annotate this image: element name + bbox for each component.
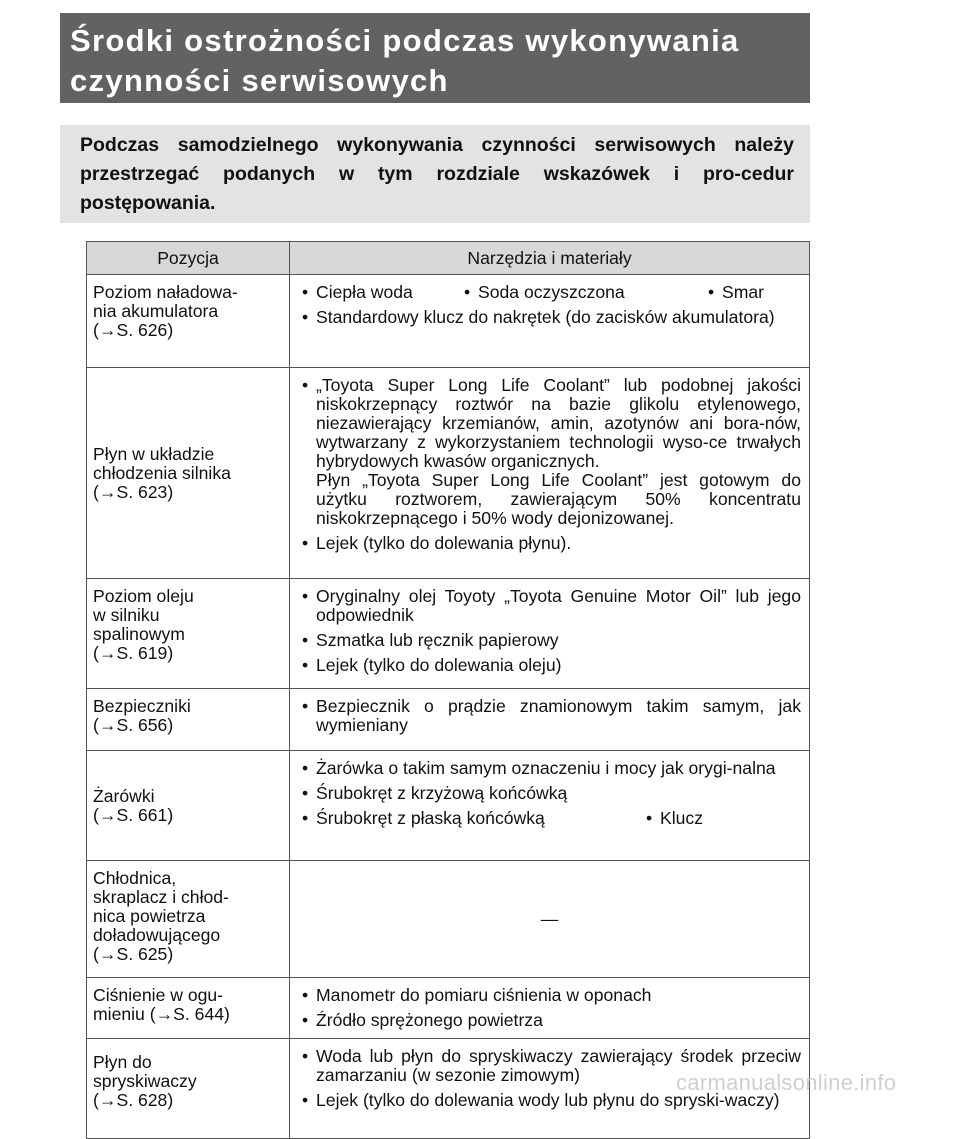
row-position-fuses: Bezpieczniki (→S. 656) (87, 689, 290, 751)
row-tools-engine-oil (290, 579, 810, 689)
list-item: • Standardowy klucz do nakrętek (do zacisków akumulatora) (302, 308, 801, 327)
list-item: • Oryginalny olej Toyoty „Toyota Genuine Motor Oil” lub jego odpowiednik (302, 587, 801, 625)
table-row (87, 579, 810, 689)
list-item: • Lejek (tylko do dolewania płynu). (302, 534, 801, 553)
row-tools-fuses (290, 689, 810, 751)
table-header-row (87, 242, 810, 275)
list-item: • Żarówka o takim samym oznaczeniu i mocy jak orygi-nalna (302, 759, 801, 778)
row-tools-coolant (290, 368, 810, 579)
watermark: carmanualsonline.info (676, 1070, 897, 1095)
row-position-tyre-pressure: Ciśnienie w ogu- mieniu (→S. 644) (87, 978, 290, 1039)
table-row (87, 368, 810, 579)
list-item: • „Toyota Super Long Life Coolant” lub podobnej jakości niskokrzepnący roztwór na bazie glikolu etylenowego, niezawierający krzemianów, amin, azotynów ani bora-nów, wytwarzany z wykorzystaniem technologii wyso-ce trwałych hybrydowych kwasów organicznych. (302, 376, 801, 471)
row-position-coolant: Płyn w układzie chłodzenia silnika (→S. 623) (87, 368, 290, 579)
row-position-battery: Poziom naładowa- nia akumulatora (→S. 626) (87, 275, 290, 368)
list-item: • Lejek (tylko do dolewania oleju) (302, 656, 801, 675)
page-title (60, 13, 810, 103)
list-item: • Szmatka lub ręcznik papierowy (302, 631, 801, 650)
tools-table (86, 241, 810, 1139)
table-row (87, 861, 810, 978)
row-position-bulbs: Żarówki (→S. 661) (87, 751, 290, 861)
table-row (87, 275, 810, 368)
list-item: • Śrubokręt z krzyżową końcówką (302, 784, 801, 803)
row-position-engine-oil: Poziom oleju w silniku spalinowym (→S. 619) (87, 579, 290, 689)
list-item: • Ciepła woda (302, 283, 464, 302)
list-item: • Soda oczyszczona (464, 283, 708, 302)
list-item: • Smar (708, 283, 764, 302)
row-tools-radiator: — (290, 861, 810, 978)
row-tools-battery (290, 275, 810, 368)
list-item: • Woda lub płyn do spryskiwaczy zawierający środek przeciw zamarzaniu (w sezonie zimowym) (302, 1047, 801, 1085)
page-title-line-2: czynności serwisowych (70, 63, 449, 98)
row-tools-tyre-pressure (290, 978, 810, 1039)
table-row (87, 978, 810, 1039)
list-item: • Źródło sprężonego powietrza (302, 1011, 801, 1030)
list-item: • Lejek (tylko do dolewania wody lub płynu do spryski-waczy) (302, 1091, 801, 1110)
table-row (87, 751, 810, 861)
header-position: Pozycja (87, 242, 290, 275)
page-title-line-1: Środki ostrożności podczas wykonywania (70, 23, 740, 58)
list-item: • Manometr do pomiaru ciśnienia w oponach (302, 986, 801, 1005)
row-position-radiator: Chłodnica, skraplacz i chłod- nica powietrza doładowującego (→S. 625) (87, 861, 290, 978)
row-position-washer-fluid: Płyn do spryskiwaczy (→S. 628) (87, 1039, 290, 1139)
coolant-note: Płyn „Toyota Super Long Life Coolant” jest gotowym do użytku roztworem, zawierającym 50% koncentratu niskokrzepnącego i 50% wody dejonizowanej. (316, 470, 801, 528)
list-item: • Klucz (646, 809, 703, 828)
list-item: • Bezpiecznik o prądzie znamionowym takim samym, jak wymieniany (302, 697, 801, 735)
table-row (87, 689, 810, 751)
intro-text: Podczas samodzielnego wykonywania czynności serwisowych należy przestrzegać podanych w tym rozdziale wskazówek i pro-cedur postępowania. (60, 125, 810, 223)
row-tools-bulbs (290, 751, 810, 861)
list-item: • Śrubokręt z płaską końcówką (302, 809, 646, 828)
header-tools: Narzędzia i materiały (290, 242, 810, 275)
